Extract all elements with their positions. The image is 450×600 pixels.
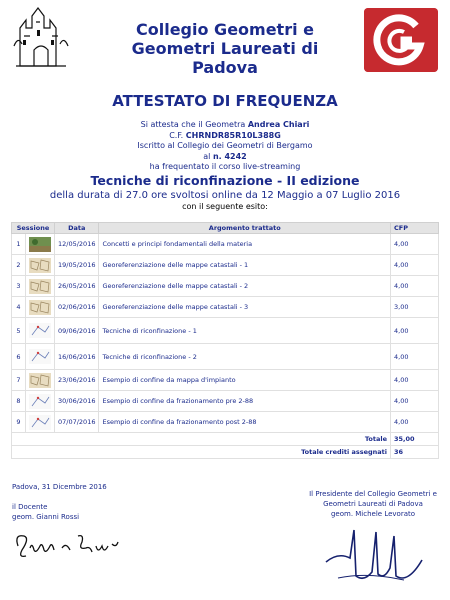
map-thumbnail-icon xyxy=(26,370,55,391)
sessions-table xyxy=(11,222,439,459)
credits-row xyxy=(12,446,439,459)
session-number: 8 xyxy=(12,391,26,412)
table-row xyxy=(12,412,439,433)
teacher-block xyxy=(12,502,79,522)
registration-number: n. 4242 xyxy=(212,151,247,161)
place-date: Padova, 31 Dicembre 2016 xyxy=(12,483,107,491)
session-cfp: 3,00 xyxy=(391,297,439,318)
header-topic: Argomento trattato xyxy=(99,223,391,234)
attestation-block xyxy=(0,120,450,213)
collegio-logo-icon xyxy=(364,8,438,72)
session-date: 12/05/2016 xyxy=(55,234,99,255)
session-date: 16/06/2016 xyxy=(55,344,99,370)
table-row xyxy=(12,234,439,255)
table-row xyxy=(12,255,439,276)
president-signature xyxy=(318,522,428,592)
outcome-line: con il seguente esito: xyxy=(182,201,268,211)
session-cfp: 4,00 xyxy=(391,234,439,255)
course-title: Tecniche di riconfinazione - II edizione xyxy=(90,172,360,188)
session-cfp: 4,00 xyxy=(391,318,439,344)
landscape-thumbnail-icon xyxy=(26,234,55,255)
diagram-thumbnail-icon xyxy=(26,412,55,433)
table-row xyxy=(12,344,439,370)
session-number: 7 xyxy=(12,370,26,391)
table-row xyxy=(12,297,439,318)
session-cfp: 4,00 xyxy=(391,276,439,297)
session-date: 09/06/2016 xyxy=(55,318,99,344)
session-cfp: 4,00 xyxy=(391,370,439,391)
header-session: Sessione xyxy=(12,223,55,234)
session-date: 26/05/2016 xyxy=(55,276,99,297)
diagram-thumbnail-icon xyxy=(26,391,55,412)
session-cfp: 4,00 xyxy=(391,255,439,276)
header-cfp: CFP xyxy=(391,223,439,234)
map-thumbnail-icon xyxy=(26,297,55,318)
session-date: 30/06/2016 xyxy=(55,391,99,412)
session-number: 1 xyxy=(12,234,26,255)
president-block: Il Presidente del Collegio Geometri e Geometri Laureati di Padova geom. Michele Levorato xyxy=(298,489,448,519)
course-duration: della durata di 27.0 ore svoltosi online da 12 Maggio a 07 Luglio 2016 xyxy=(49,189,401,201)
session-topic: Esempio di confine da frazionamento post 2-88 xyxy=(99,412,391,433)
session-date: 02/06/2016 xyxy=(55,297,99,318)
fiscal-code: CHRNDR85R10L388G xyxy=(185,130,281,140)
session-number: 6 xyxy=(12,344,26,370)
teacher-label: il Docente xyxy=(12,503,48,511)
total-value: 35,00 xyxy=(391,433,439,446)
credits-label: Totale crediti assegnati xyxy=(12,446,391,459)
session-number: 3 xyxy=(12,276,26,297)
header-date: Data xyxy=(55,223,99,234)
attestation-name-line: Si attesta che il Geometra Andrea Chiari xyxy=(140,120,310,129)
session-topic: Tecniche di riconfinazione - 2 xyxy=(99,344,391,370)
session-cfp: 4,00 xyxy=(391,391,439,412)
table-row xyxy=(12,318,439,344)
total-label: Totale xyxy=(12,433,391,446)
session-number: 5 xyxy=(12,318,26,344)
session-topic: Georeferenziazione delle mappe catastali - 3 xyxy=(99,297,391,318)
session-date: 23/06/2016 xyxy=(55,370,99,391)
diagram-thumbnail-icon xyxy=(26,318,55,344)
organization-name: Collegio Geometri e Geometri Laureati di Padova xyxy=(131,20,319,77)
document-title: ATTESTATO DI FREQUENZA xyxy=(112,92,338,110)
fiscal-code-line: C.F. CHRNDR85R10L388G xyxy=(169,130,281,140)
session-date: 07/07/2016 xyxy=(55,412,99,433)
president-name: geom. Michele Levorato xyxy=(330,510,416,518)
registration-line: Iscritto al Collegio dei Geometri di Bergamo xyxy=(137,141,313,151)
coat-of-arms-icon xyxy=(12,6,70,68)
session-cfp: 4,00 xyxy=(391,344,439,370)
table-row xyxy=(12,391,439,412)
session-topic: Esempio di confine da mappa d'impianto xyxy=(99,370,391,391)
certificate-header xyxy=(0,0,450,82)
session-topic: Tecniche di riconfinazione - 1 xyxy=(99,318,391,344)
session-cfp: 4,00 xyxy=(391,412,439,433)
attendee-name: Andrea Chiari xyxy=(247,120,310,129)
diagram-thumbnail-icon xyxy=(26,344,55,370)
session-topic: Concetti e principi fondamentali della materia xyxy=(99,234,391,255)
teacher-signature xyxy=(12,528,132,564)
table-row xyxy=(12,370,439,391)
session-topic: Georeferenziazione delle mappe catastali - 2 xyxy=(99,276,391,297)
credits-value: 36 xyxy=(391,446,439,459)
session-number: 9 xyxy=(12,412,26,433)
table-row xyxy=(12,276,439,297)
session-number: 2 xyxy=(12,255,26,276)
total-row xyxy=(12,433,439,446)
session-topic: Georeferenziazione delle mappe catastali - 1 xyxy=(99,255,391,276)
session-topic: Esempio di confine da frazionamento pre 2-88 xyxy=(99,391,391,412)
map-thumbnail-icon xyxy=(26,255,55,276)
attended-course-line: ha frequentato il corso live-streaming xyxy=(149,162,301,172)
registration-number-line: al n. 4242 xyxy=(203,151,247,161)
teacher-name: geom. Gianni Rossi xyxy=(12,513,80,521)
session-date: 19/05/2016 xyxy=(55,255,99,276)
table-header-row xyxy=(12,223,439,234)
map-thumbnail-icon xyxy=(26,276,55,297)
session-number: 4 xyxy=(12,297,26,318)
